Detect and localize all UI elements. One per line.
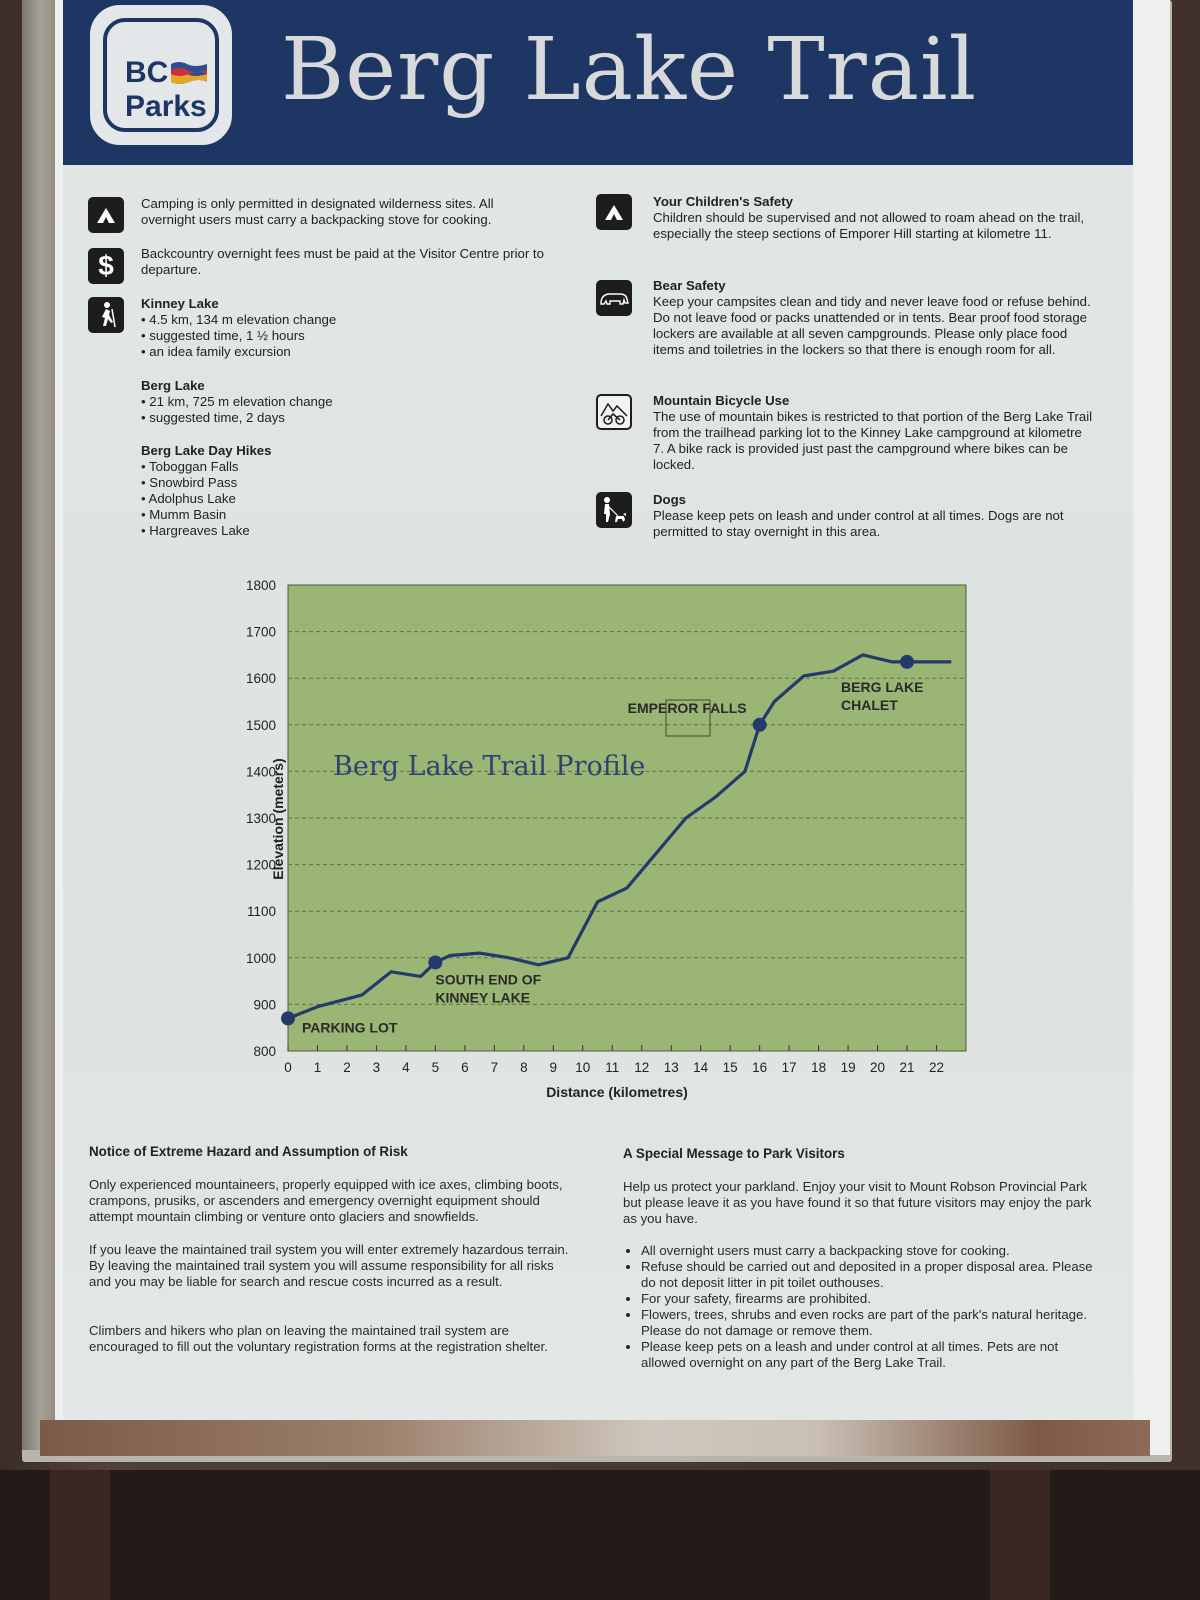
y-tick-label: 1600 [245, 671, 276, 687]
list-item: • All overnight users must carry a backpacking stove for cooking. [641, 1243, 1093, 1259]
x-tick-label: 1 [313, 1060, 322, 1075]
special-title: A Special Message to Park Visitors [623, 1146, 845, 1161]
y-tick-label: 1200 [245, 857, 276, 873]
list-item: • For your safety, firearms are prohibited. [641, 1291, 1093, 1307]
dayhikes-list [141, 459, 250, 539]
x-axis-label: Distance (kilometres) [546, 1084, 688, 1100]
y-tick-label: 1300 [245, 811, 276, 826]
list-item: • Flowers, trees, shrubs and even rocks are part of the park's natural heritage. Please do not damage or remove them. [641, 1307, 1093, 1339]
rusted-bottom-edge [40, 1420, 1150, 1456]
y-tick-label: 1400 [245, 764, 276, 780]
list-item: • suggested time, 2 days [141, 410, 285, 425]
list-item: • suggested time, 1 ½ hours [141, 328, 305, 343]
x-tick-label: 6 [461, 1060, 469, 1075]
dogs-text: Please keep pets on leash and under control at all times. Dogs are not permitted to stay overnight in this area. [653, 508, 1064, 539]
x-tick-label: 19 [840, 1060, 856, 1075]
kinney-list [141, 312, 336, 360]
children-text: Children should be supervised and not allowed to roam ahead on the trail, especially the steep sections of Emporer Hill starting at kilometre 11. [653, 210, 1085, 241]
x-tick-label: 5 [431, 1060, 440, 1075]
x-tick-label: 12 [634, 1060, 650, 1075]
x-tick-label: 20 [870, 1060, 886, 1075]
dog-walker-icon [596, 492, 632, 528]
trail-point-marker [281, 1011, 295, 1025]
y-tick-label: 900 [253, 997, 276, 1013]
x-tick-label: 18 [811, 1060, 827, 1075]
kiosk-post-right [990, 1470, 1050, 1600]
berg-list [141, 394, 333, 426]
elevation-profile-chart [203, 560, 1003, 1110]
list-item: • Adolphus Lake [141, 491, 236, 506]
x-tick-label: 0 [284, 1060, 292, 1075]
trail-point-marker [900, 655, 914, 669]
bike-title: Mountain Bicycle Use [653, 393, 790, 408]
trail-point-marker [753, 718, 767, 732]
x-tick-label: 4 [402, 1060, 410, 1075]
camping-text: Camping is only permitted in designated wilderness sites. All overnight users must carry a backpacking stove for cooking. [141, 196, 494, 227]
x-tick-label: 2 [343, 1060, 351, 1075]
list-item: • 4.5 km, 134 m elevation change [141, 312, 337, 327]
dollar-icon: $ [88, 248, 124, 284]
x-tick-label: 8 [520, 1060, 528, 1075]
list-item: • 21 km, 725 m elevation change [141, 394, 333, 409]
special-intro: Help us protect your parkland. Enjoy your visit to Mount Robson Provincial Park but please leave it as you have found it so that future visitors may enjoy the park as you have. [623, 1179, 1092, 1226]
flag-icon [169, 60, 209, 86]
bc-parks-logo [90, 5, 232, 145]
trail-point-marker [428, 955, 442, 969]
hiker-icon [88, 297, 124, 333]
notice-p3: Climbers and hikers who plan on leaving the maintained trail system are encouraged to fill out the voluntary registration forms at the registration shelter. [89, 1323, 548, 1354]
list-item: • Mumm Basin [141, 507, 227, 522]
logo-border [103, 18, 219, 132]
bear-icon [596, 280, 632, 316]
chart-title: Berg Lake Trail Profile [333, 751, 646, 782]
point-label: BERG LAKE [841, 678, 924, 695]
x-tick-label: 17 [781, 1060, 797, 1075]
notice-title: Notice of Extreme Hazard and Assumption of Risk [89, 1144, 408, 1159]
x-tick-label: 14 [693, 1060, 709, 1075]
dogs-title: Dogs [653, 492, 686, 507]
list-item: • Hargreaves Lake [141, 523, 250, 538]
x-tick-label: 13 [663, 1060, 679, 1075]
x-tick-label: 16 [752, 1060, 768, 1075]
bear-title: Bear Safety [653, 278, 726, 293]
kiosk-post-left [50, 1470, 110, 1600]
y-tick-label: 1500 [245, 717, 276, 733]
x-tick-label: 7 [490, 1060, 499, 1075]
logo-text-bc: BC [125, 56, 169, 89]
point-label: PARKING LOT [302, 1019, 398, 1036]
dayhikes-title: Berg Lake Day Hikes [141, 443, 272, 458]
point-label: KINNEY LAKE [435, 989, 531, 1006]
logo-text-parks: Parks [125, 90, 207, 123]
list-item: • an idea family excursion [141, 344, 291, 359]
bear-text: Keep your campsites clean and tidy and never leave food or refuse behind. Do not leave food or packs unattended or in tents. Bear proof food storage lockers are available at all seven campgrounds. Please only place food items and toiletries in the lockers so that there is enough room for all. [653, 294, 1091, 357]
kinney-title: Kinney Lake [141, 296, 219, 311]
y-tick-label: 800 [253, 1044, 276, 1059]
x-tick-label: 15 [722, 1060, 738, 1075]
bicycle-icon [596, 394, 632, 430]
sign-header [63, 0, 1133, 165]
notice-p1: Only experienced mountaineers, properly equipped with ice axes, climbing boots, crampons, prusiks, or ascenders and emergency overnight equipment should attempt mountain climbing or venture onto glaciers and snowfields. [89, 1177, 563, 1224]
special-bullets [623, 1243, 1093, 1371]
y-axis-label: Elevation (meters) [270, 758, 286, 880]
x-tick-label: 10 [575, 1060, 591, 1075]
tent-icon [88, 197, 124, 233]
point-label: SOUTH END OF [435, 971, 542, 988]
sign-title: Berg Lake Trail [281, 20, 978, 120]
children-title: Your Children's Safety [653, 194, 793, 209]
point-label: CHALET [841, 696, 898, 713]
list-item: • Please keep pets on a leash and under control at all times. Pets are not allowed overnight on any part of the Berg Lake Trail. [641, 1339, 1093, 1371]
y-tick-label: 1700 [245, 624, 276, 640]
bike-text: The use of mountain bikes is restricted to that portion of the Berg Lake Trail from the trailhead parking lot to the Kinney Lake campground at kilometre 7. A bike rack is provided just past the campground where bikes can be locked. [653, 409, 1093, 472]
x-tick-label: 11 [605, 1060, 620, 1075]
list-item: • Snowbird Pass [141, 475, 238, 490]
y-tick-label: 1100 [246, 904, 276, 920]
x-tick-label: 22 [929, 1060, 945, 1075]
tent-icon [596, 194, 632, 230]
list-item: • Toboggan Falls [141, 459, 239, 474]
y-tick-label: 1800 [245, 578, 276, 593]
x-tick-label: 3 [372, 1060, 381, 1075]
x-tick-label: 21 [899, 1060, 915, 1075]
fees-text: Backcountry overnight fees must be paid at the Visitor Centre prior to departure. [141, 246, 544, 277]
y-tick-label: 1000 [245, 950, 276, 966]
list-item: • Refuse should be carried out and deposited in a proper disposal area. Please do not deposit litter in pit toilet outhouses. [641, 1259, 1093, 1291]
sign-board [63, 0, 1133, 1420]
point-label: EMPEROR FALLS [627, 699, 747, 716]
notice-p2: If you leave the maintained trail system you will enter extremely hazardous terrain. By leaving the maintained trail system you will assume responsibility for all risks and you may be liable for search and rescue costs incurred as a result. [89, 1242, 569, 1289]
x-tick-label: 9 [549, 1060, 558, 1075]
berg-title: Berg Lake [141, 378, 205, 393]
